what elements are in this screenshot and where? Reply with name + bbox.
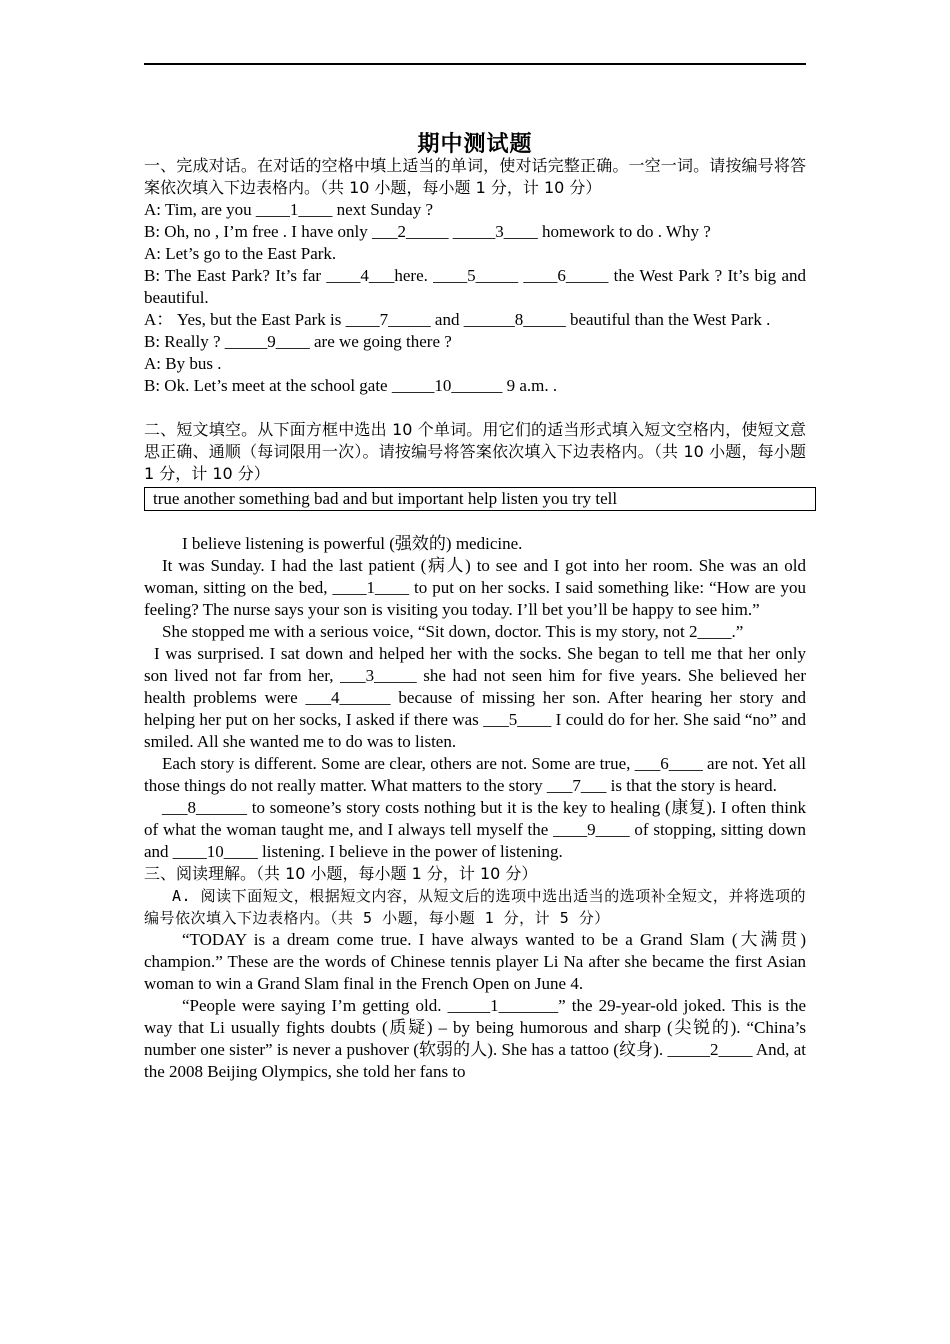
passage-paragraph: She stopped me with a serious voice, “Sit down, doctor. This is my story, not 2____.” <box>162 622 744 641</box>
dialogue-line: A: Let’s go to the East Park. <box>144 244 337 263</box>
section2-heading: 二、短文填空。从下面方框中选出 10 个单词。用它们的适当形式填入短文空格内，使短文意思正确、通顺（每词限用一次）。请按编号将答案依次填入下边表格内。（共 10 小题，每小题 1 分，计 10 分） <box>144 420 806 483</box>
reading-paragraph: “People were saying I’m getting old. _____1_______” the 29-year-old joked. This is the way that Li usually fights doubts (质疑) – by being humorous and sharp (尖锐的). “China’s number one sister” is never a pushover (软弱的人). She has a tattoo (纹身). _____2____ And, at the 2008 Beijing Olympics, she told her fans to <box>144 996 806 1081</box>
reading-paragraph: “TODAY is a dream come true. I have always wanted to be a Grand Slam (大满贯) champion.” These are the words of Chinese tennis player Li Na after she became the first Asian woman to win a Grand Slam final in the French Open on June 4. <box>144 930 806 993</box>
dialogue-line: A: Tim, are you ____1____ next Sunday ? <box>144 200 433 219</box>
section1-heading: 一、完成对话。在对话的空格中填上适当的单词，使对话完整正确。一空一词。请按编号将答案依次填入下边表格内。（共 10 小题，每小题 1 分，计 10 分） <box>144 156 806 197</box>
dialogue-line: A: By bus . <box>144 354 222 373</box>
part-a-instructions: A. 阅读下面短文，根据短文内容，从短文后的选项中选出适当的选项补全短文，并将选项的编号依次填入下边表格内。（共 5 小题，每小题 1 分，计 5 分） <box>144 887 806 927</box>
dialogue-line: B: Really ? _____9____ are we going there ? <box>144 332 452 351</box>
passage-paragraph: ___8______ to someone’s story costs nothing but it is the key to healing (康复). I often think of what the woman taught me, and I always tell myself the ____9____ of stopping, sitting down and ____10____ listening. I believe in the power of listening. <box>144 798 806 861</box>
document-body <box>144 155 806 1083</box>
dialogue-line: B: Ok. Let’s meet at the school gate _____10______ 9 a.m. . <box>144 376 558 395</box>
section3-heading: 三、阅读理解。（共 10 小题，每小题 1 分，计 10 分） <box>144 864 538 883</box>
header-rule <box>144 63 806 65</box>
passage-paragraph: Each story is different. Some are clear, others are not. Some are true, ___6____ are not. Yet all those things do not really matter. What matters to the story ___7___ is that the story is heard. <box>144 754 806 795</box>
passage-paragraph: It was Sunday. I had the last patient (病人) to see and I got into her room. She was an old woman, sitting on the bed, ____1____ to put on her socks. I said something like: “How are you feeling? The nurse says your son is visiting you today. I’ll bet you’ll be happy to see him.” <box>144 556 806 619</box>
dialogue-line: A： Yes, but the East Park is ____7_____ and ______8_____ beautiful than the West Park . <box>144 310 771 329</box>
dialogue-line: B: Oh, no , I’m free . I have only ___2_____ _____3____ homework to do . Why ? <box>144 222 711 241</box>
passage-paragraph: I believe listening is powerful (强效的) medicine. <box>182 534 523 553</box>
page-title: 期中测试题 <box>417 132 533 157</box>
word-bank-box: true another something bad and but important help listen you try tell <box>144 487 816 511</box>
dialogue-line: B: The East Park? It’s far ____4___here. ____5_____ ____6_____ the West Park ? It’s big and beautiful. <box>144 266 806 307</box>
passage-paragraph: I was surprised. I sat down and helped her with the socks. She began to tell me that her only son lived not far from her, ___3_____ she had not seen him for five years. She believed her health problems were ___4______ because of missing her son. After hearing her story and helping her put on her socks, I asked if there was ___5____ I could do for her. She said “no” and smiled. All she wanted me to do was to listen. <box>144 644 806 751</box>
